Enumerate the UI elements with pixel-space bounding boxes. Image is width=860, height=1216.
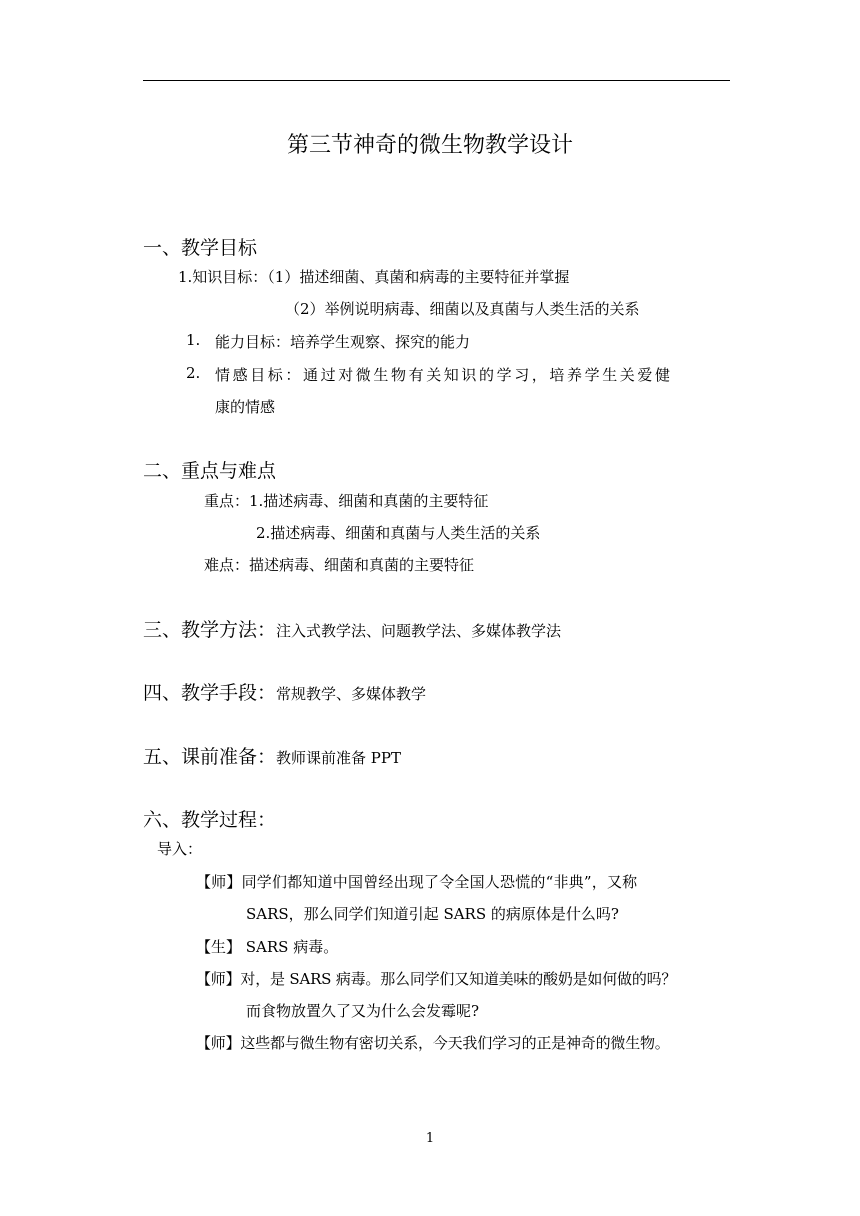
s1-line-3: 能力目标：培养学生观察、探究的能力 [215, 333, 471, 351]
page-number: 1 [425, 1131, 435, 1146]
s1-line-1: 1.知识目标：（1）描述细菌、真菌和病毒的主要特征并掌握 [178, 268, 570, 286]
dialogue-teacher-3: 【师】这些都与微生物有密切关系，今天我们学习的正是神奇的微生物。 [196, 1034, 670, 1052]
s1-line-4-number: 2. [186, 364, 201, 382]
dialogue-teacher-2b: 而食物放置久了又为什么会发霉呢? [246, 1002, 480, 1020]
section-5-text: 教师课前准备 PPT [276, 749, 401, 767]
dialogue-student-1: 【生】 SARS 病毒。 [196, 938, 339, 956]
s2-line-1: 重点：1.描述病毒、细菌和真菌的主要特征 [204, 492, 489, 510]
section-6-heading: 六、教学过程： [143, 809, 277, 831]
intro-label: 导入： [157, 840, 203, 858]
s2-line-3: 难点：描述病毒、细菌和真菌的主要特征 [204, 556, 475, 574]
section-1-heading: 一、教学目标 [143, 237, 258, 259]
section-3-text: 注入式教学法、问题教学法、多媒体教学法 [276, 622, 562, 640]
page-title: 第三节神奇的微生物教学设计 [286, 133, 573, 158]
section-4-text: 常规教学、多媒体教学 [276, 685, 427, 703]
section-3-heading: 三、教学方法： [143, 619, 277, 641]
header-rule [143, 80, 730, 81]
s1-line-3-number: 1. [186, 331, 201, 349]
dialogue-teacher-1a: 【师】同学们都知道中国曾经出现了令全国人恐慌的“非典”，又称 [196, 873, 638, 891]
s2-line-2: 2.描述病毒、细菌和真菌与人类生活的关系 [256, 524, 541, 542]
section-3 [143, 615, 561, 642]
section-4-heading: 四、教学手段： [143, 682, 277, 704]
dialogue-teacher-2a: 【师】对，是 SARS 病毒。那么同学们又知道美味的酸奶是如何做的吗？ [196, 970, 677, 988]
dialogue-teacher-1b: SARS，那么同学们知道引起 SARS 的病原体是什么吗? [246, 905, 619, 923]
s1-line-4a: 情感目标：通过对微生物有关知识的学习，培养学生关爱健 [215, 366, 673, 384]
s1-line-2: （2）举例说明病毒、细菌以及真菌与人类生活的关系 [285, 300, 640, 318]
section-5 [143, 742, 401, 769]
section-4 [143, 678, 426, 705]
section-5-heading: 五、课前准备： [143, 746, 277, 768]
section-2-heading: 二、重点与难点 [143, 460, 277, 482]
s1-line-4b: 康的情感 [215, 398, 276, 416]
